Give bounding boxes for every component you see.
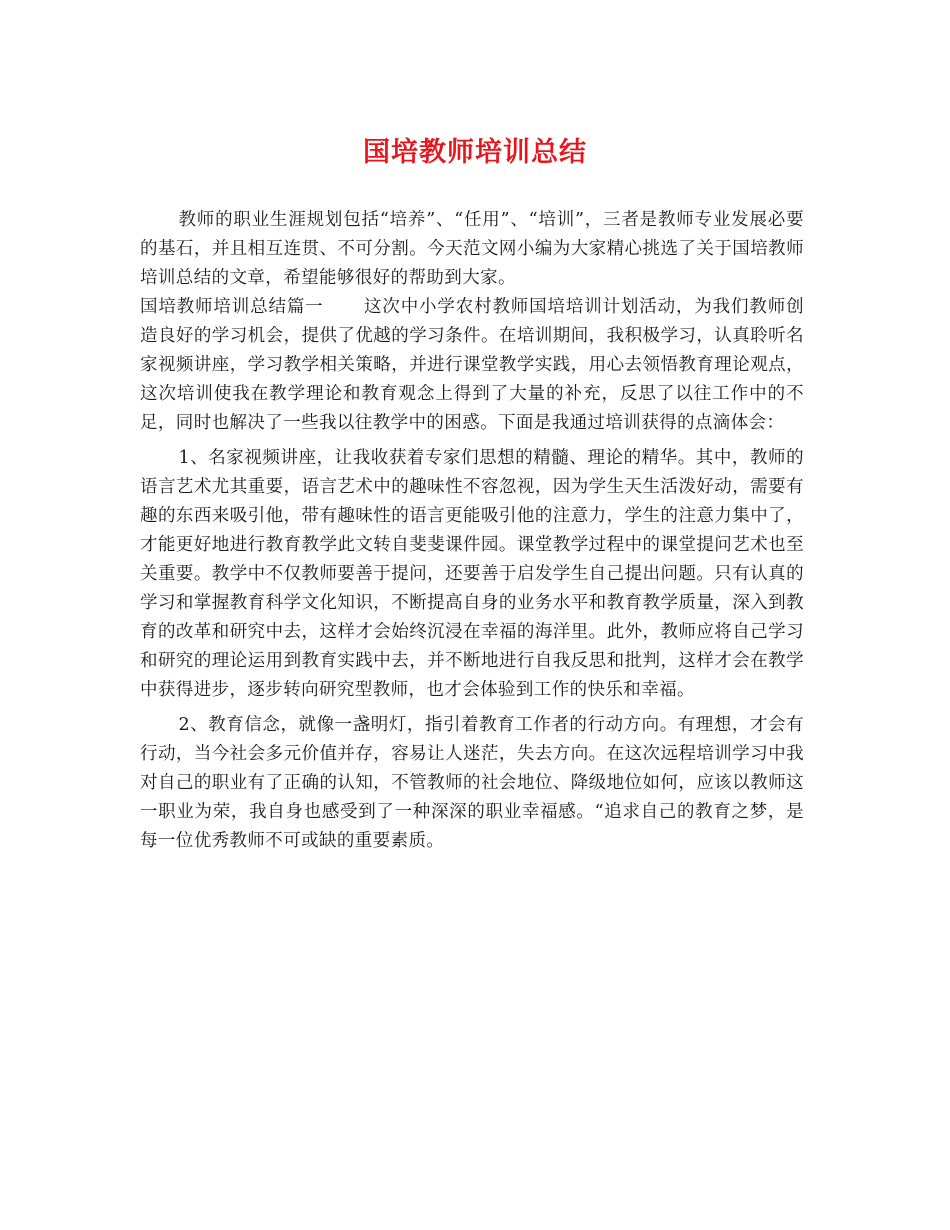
document-title: 国培教师培训总结: [363, 137, 587, 168]
point-2-paragraph: 2、教育信念，就像一盏明灯，指引着教育工作者的行动方向。有理想，才会有行动，当今社会多元价值并存，容易让人迷茫，失去方向。在这次远程培训学习中我对自己的职业有了正确的认知，不管教师的社会地位、降级地位如何，应该以教师这一职业为荣，我自身也感受到了一种深深的职业幸福感。“追求自己的教育之梦，是每一位优秀教师不可或缺的重要素质。: [140, 715, 804, 851]
point-1-paragraph: 1、名家视频讲座，让我收获着专家们思想的精髓、理论的精华。其中，教师的语言艺术尤其重要，语言艺术中的趣味性不容忽视，因为学生天生活泼好动，需要有趣的东西来吸引他，带有趣味性的语言更能吸引他的注意力，学生的注意力集中了，才能更好地进行教育教学此文转自斐斐课件园。课堂教学过程中的课堂提问艺术也至关重要。教学中不仅教师要善于提问，还要善于启发学生自己提出问题。只有认真的学习和掌握教育科学文化知识，不断提高自身的业务水平和教育教学质量，深入到教育的改革和研究中去，这样才会始终沉浸在幸福的海洋里。此外，教师应将自己学习和研究的理论运用到教育实践中去，并不断地进行自我反思和批判，这样才会在教学中获得进步，逐步转向研究型教师，也才会体验到工作的快乐和幸福。: [140, 448, 804, 700]
section-text: 这次中小学农村教师国培培训计划活动，为我们教师创造良好的学习机会，提供了优越的学习条件。在培训期间，我积极学习，认真聆听名家视频讲座，学习教学相关策略，并进行课堂教学实践，用心去领悟教育理论观点，这次培训使我在教学理论和教育观念上得到了大量的补充，反思了以往工作中的不足，同时也解决了一些我以往教学中的困惑。下面是我通过培训获得的点滴体会：: [140, 297, 804, 433]
section-label: 国培教师培训总结篇一: [140, 297, 324, 317]
document-body: [140, 206, 804, 856]
intro-paragraph: 教师的职业生涯规划包括“培养”、“任用”、“培训”，三者是教师专业发展必要的基石，并且相互连贯、不可分割。今天范文网小编为大家精心挑选了关于国培教师培训总结的文章，希望能够很好的帮助到大家。: [140, 210, 804, 288]
section-paragraph: [140, 293, 804, 438]
